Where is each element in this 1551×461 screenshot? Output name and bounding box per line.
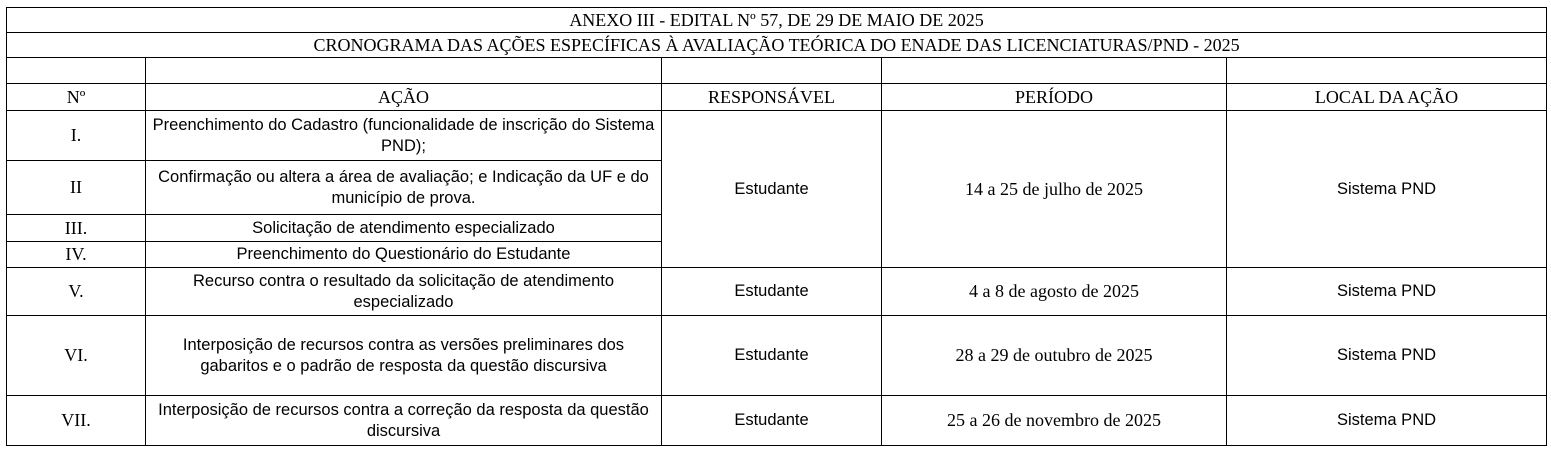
blank-cell (146, 58, 662, 84)
row-action: Solicitação de atendimento especializado (146, 215, 662, 242)
table-row (7, 316, 1547, 396)
table-row (7, 111, 1547, 161)
blank-cell (662, 58, 882, 84)
schedule-table (6, 7, 1547, 446)
row-number: V. (7, 268, 146, 316)
row-action: Confirmação ou altera a área de avaliação; e Indicação da UF e do município de prova. (146, 161, 662, 215)
header-period: PERÍODO (882, 84, 1227, 111)
header-location: LOCAL DA AÇÃO (1227, 84, 1547, 111)
row-location: Sistema PND (1227, 396, 1547, 446)
row-period: 4 a 8 de agosto de 2025 (882, 268, 1227, 316)
row-action: Recurso contra o resultado da solicitação de atendimento especializado (146, 268, 662, 316)
row-responsible: Estudante (662, 268, 882, 316)
blank-cell (882, 58, 1227, 84)
row-action: Preenchimento do Questionário do Estudante (146, 242, 662, 268)
table-row (7, 268, 1547, 316)
table-row (7, 396, 1547, 446)
header-action: AÇÃO (146, 84, 662, 111)
row-number: IV. (7, 242, 146, 268)
row-location: Sistema PND (1227, 111, 1547, 268)
row-period: 25 a 26 de novembro de 2025 (882, 396, 1227, 446)
subtitle-row (7, 33, 1547, 58)
row-location: Sistema PND (1227, 316, 1547, 396)
row-responsible: Estudante (662, 316, 882, 396)
row-action: Interposição de recursos contra as versões preliminares dos gabaritos e o padrão de resposta da questão discursiva (146, 316, 662, 396)
blank-cell (7, 58, 146, 84)
header-row (7, 84, 1547, 111)
row-period: 28 a 29 de outubro de 2025 (882, 316, 1227, 396)
row-number: I. (7, 111, 146, 161)
row-number: VII. (7, 396, 146, 446)
row-number: III. (7, 215, 146, 242)
row-number: II (7, 161, 146, 215)
row-action: Preenchimento do Cadastro (funcionalidade de inscrição do Sistema PND); (146, 111, 662, 161)
document-title: ANEXO III - EDITAL Nº 57, DE 29 DE MAIO DE 2025 (7, 8, 1547, 33)
document-subtitle: CRONOGRAMA DAS AÇÕES ESPECÍFICAS À AVALIAÇÃO TEÓRICA DO ENADE DAS LICENCIATURAS/PND - 2025 (7, 33, 1547, 58)
header-responsible: RESPONSÁVEL (662, 84, 882, 111)
blank-row (7, 58, 1547, 84)
row-period: 14 a 25 de julho de 2025 (882, 111, 1227, 268)
header-number: Nº (7, 84, 146, 111)
row-responsible: Estudante (662, 396, 882, 446)
row-location: Sistema PND (1227, 268, 1547, 316)
row-responsible: Estudante (662, 111, 882, 268)
row-action: Interposição de recursos contra a correção da resposta da questão discursiva (146, 396, 662, 446)
title-row (7, 8, 1547, 33)
row-number: VI. (7, 316, 146, 396)
blank-cell (1227, 58, 1547, 84)
